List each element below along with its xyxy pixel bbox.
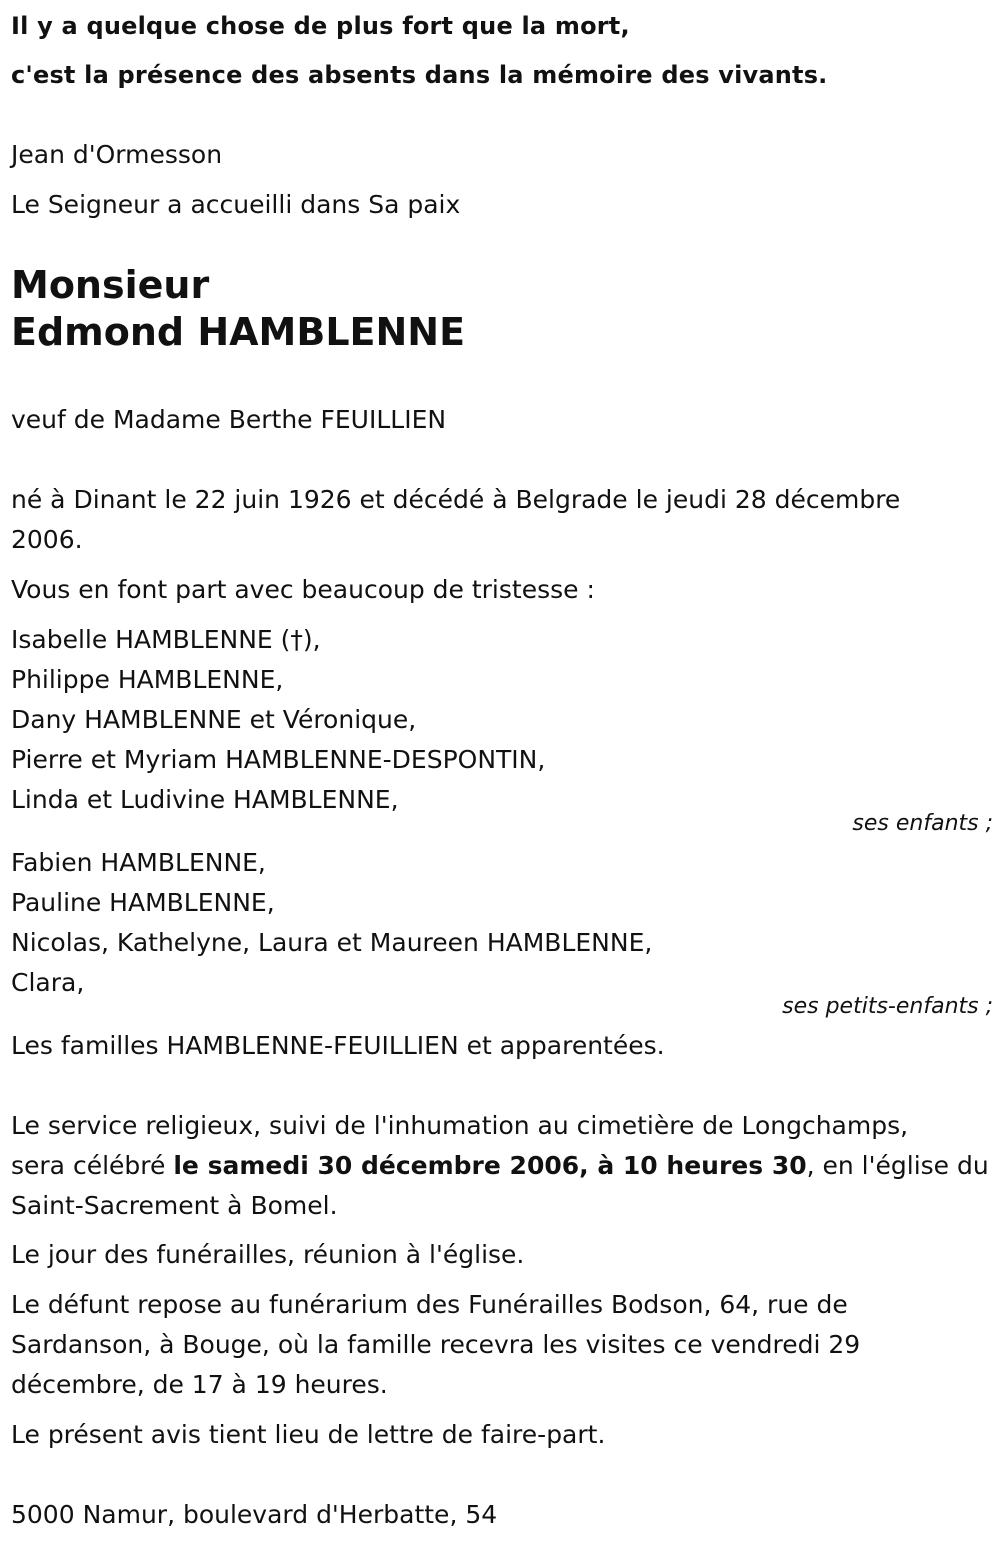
announce-text: Vous en font part avec beaucoup de tristesse : bbox=[11, 575, 595, 604]
service-line-2-post: , en l'église du bbox=[806, 1151, 989, 1180]
child-name: Linda et Ludivine HAMBLENNE, bbox=[11, 785, 399, 814]
child-name: Dany HAMBLENNE et Véronique, bbox=[11, 705, 417, 734]
deceased-title: Monsieur bbox=[11, 263, 210, 307]
service-line-2 bbox=[11, 1146, 989, 1186]
birth-death-line-1: né à Dinant le 22 juin 1926 et décédé à Belgrade le jeudi 28 décembre bbox=[11, 485, 901, 514]
service-line-3: Saint-Sacrement à Bomel. bbox=[11, 1191, 338, 1220]
widower-text: veuf de Madame Berthe FEUILLIEN bbox=[11, 405, 447, 434]
child-name: Pierre et Myriam HAMBLENNE-DESPONTIN, bbox=[11, 745, 546, 774]
grandchildren-label: ses petits-enfants ; bbox=[782, 994, 993, 1019]
families-text: Les familles HAMBLENNE-FEUILLIEN et apparentées. bbox=[11, 1031, 665, 1060]
quote-line-1: Il y a quelque chose de plus fort que la mort, bbox=[11, 12, 630, 40]
service-line-1: Le service religieux, suivi de l'inhumation au cimetière de Longchamps, bbox=[11, 1111, 909, 1140]
deceased-name: Edmond HAMBLENNE bbox=[11, 310, 466, 354]
rest-line-3: décembre, de 17 à 19 heures. bbox=[11, 1370, 388, 1399]
intro-text: Le Seigneur a accueilli dans Sa paix bbox=[11, 190, 461, 219]
service-date-time: le samedi 30 décembre 2006, à 10 heures 30 bbox=[173, 1151, 807, 1180]
grandchild-name: Pauline HAMBLENNE, bbox=[11, 888, 275, 917]
service-line-2-pre: sera célébré bbox=[11, 1151, 174, 1180]
grandchild-name: Nicolas, Kathelyne, Laura et Maureen HAMBLENNE, bbox=[11, 928, 653, 957]
rest-line-2: Sardanson, à Bouge, où la famille recevra les visites ce vendredi 29 bbox=[11, 1330, 861, 1359]
notice-text: Le présent avis tient lieu de lettre de faire-part. bbox=[11, 1420, 606, 1449]
child-name: Philippe HAMBLENNE, bbox=[11, 665, 284, 694]
grandchild-name: Fabien HAMBLENNE, bbox=[11, 848, 266, 877]
meeting-text: Le jour des funérailles, réunion à l'église. bbox=[11, 1240, 525, 1269]
quote-line-2: c'est la présence des absents dans la mémoire des vivants. bbox=[11, 61, 828, 89]
birth-death-line-2: 2006. bbox=[11, 525, 83, 554]
child-name: Isabelle HAMBLENNE (†), bbox=[11, 625, 321, 654]
quote-author: Jean d'Ormesson bbox=[11, 140, 223, 169]
children-label: ses enfants ; bbox=[852, 811, 993, 836]
rest-line-1: Le défunt repose au funérarium des Funérailles Bodson, 64, rue de bbox=[11, 1290, 848, 1319]
address-text: 5000 Namur, boulevard d'Herbatte, 54 bbox=[11, 1500, 498, 1529]
grandchild-name: Clara, bbox=[11, 968, 85, 997]
